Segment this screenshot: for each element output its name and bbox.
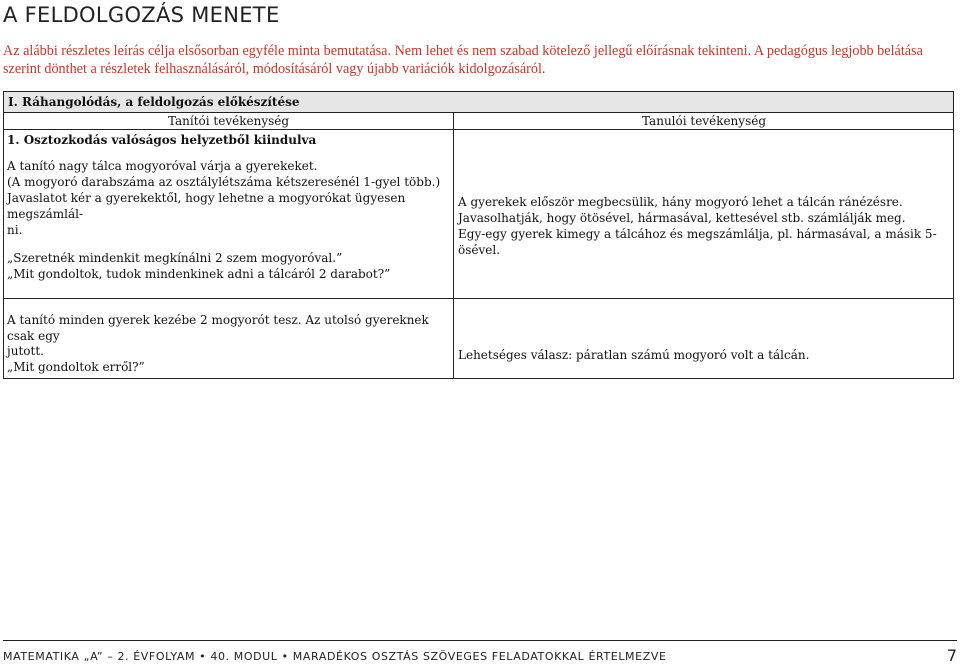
footer-divider (3, 640, 957, 641)
page-number: 7 (946, 646, 957, 665)
text-line: Lehetséges válasz: páratlan számú mogyoró volt a tálcán. (458, 348, 810, 362)
teacher-activity-3 (7, 313, 447, 375)
student-activity-1 (458, 194, 948, 258)
footer-text: MATEMATIKA „A” – 2. ÉVFOLYAM • 40. MODUL • MARADÉKOS OSZTÁS SZÖVEGES FELADATOKKAL ÉRTELMEZVE (3, 650, 667, 663)
column-header-teacher: Tanítói tevékenység (167, 114, 290, 128)
divider (4, 129, 953, 130)
text-line: „Mit gondoltok erről?” (7, 359, 145, 374)
divider (4, 298, 953, 299)
text-line: jutott. (7, 344, 44, 358)
text-line: Javasolhatják, hogy ötösével, hármasával, kettesével stb. számlálják meg. (458, 211, 906, 225)
column-divider (453, 112, 454, 378)
teacher-activity-1 (7, 158, 447, 238)
text-line: A tanító nagy tálca mogyoróval várja a gyerekeket. (7, 159, 318, 173)
text-line: A gyerekek először megbecsülik, hány mogyoró lehet a tálcán ránézésre. (458, 195, 903, 209)
text-line: „Szeretnék mindenkit megkínálni 2 szem mogyoróval.” (7, 251, 343, 265)
column-header-student: Tanulói tevékenység (641, 114, 767, 128)
section-header: I. Ráhangolódás, a feldolgozás előkészítése (4, 92, 953, 113)
page-title: A FELDOLGOZÁS MENETE (3, 3, 280, 27)
text-line: ni. (7, 223, 23, 237)
text-line: Egy-egy gyerek kimegy a tálcához és megszámlálja, pl. hármasával, a másik 5-ösével. (458, 227, 937, 257)
lesson-table (3, 91, 954, 379)
text-line: A tanító minden gyerek kezébe 2 mogyorót tesz. Az utolsó gyereknek csak egy (7, 313, 429, 343)
text-line: (A mogyoró darabszáma az osztálylétszáma kétszeresénél 1-gyel több.) (7, 175, 441, 189)
subheading: 1. Osztozkodás valóságos helyzetből kiindulva (7, 133, 317, 147)
intro-text: Az alábbi részletes leírás célja elsősorban egyféle minta bemutatása. Nem lehet és nem szabad kötelező jellegű előírásnak tekinteni. A pedagógus legjobb belátása szerint dönthet a részletek felhasználásáról, módosításáról vagy újabb variációk kidolgozásáról. (3, 43, 923, 77)
text-line: „Mit gondoltok, tudok mindenkinek adni a tálcáról 2 darabot?” (7, 267, 391, 281)
text-line: Javaslatot kér a gyerekektől, hogy lehetne a mogyorókat ügyesen megszámlál- (7, 191, 406, 221)
student-activity-2 (458, 347, 948, 363)
teacher-activity-2 (7, 250, 447, 282)
